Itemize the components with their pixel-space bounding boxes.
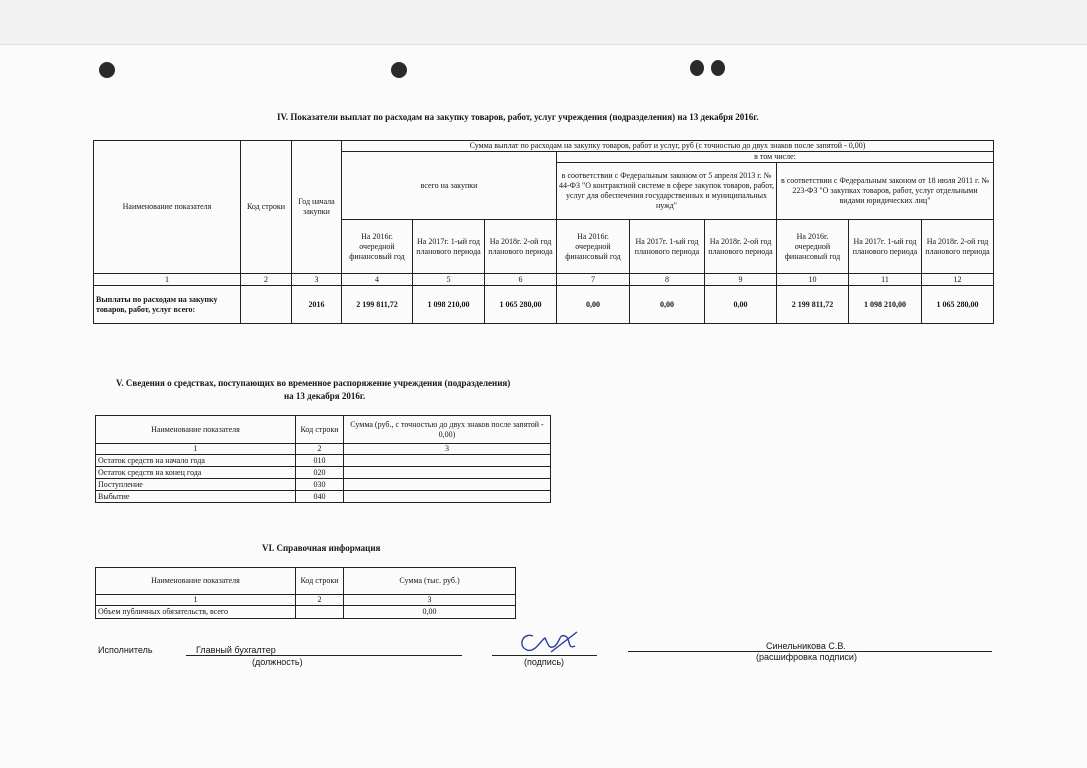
row-code: 020 [296, 467, 344, 479]
section4-title: IV. Показатели выплат по расходам на закупку товаров, работ, услуг учреждения (подразделения) на 13 декабря 2016г. [277, 112, 759, 122]
column-number: 2 [296, 444, 344, 455]
table-row [96, 455, 551, 467]
row-name: Выбытие [96, 491, 296, 503]
header-name: Наименование показателя [96, 568, 296, 595]
header-period-2018: На 2018г. 2-ой год планового периода [922, 220, 994, 274]
table-row [94, 286, 994, 324]
signature-scribble [515, 628, 585, 658]
column-number: 7 [557, 274, 630, 286]
column-number: 10 [777, 274, 849, 286]
row-value: 0,00 [705, 286, 777, 324]
row-value: 0,00 [344, 606, 516, 619]
header-223fz: в соответствии с Федеральным законом от 18 июля 2011 г. № 223-ФЗ "О закупках товаров, работ, услуг отдельными видами юридических лиц" [777, 163, 994, 220]
row-name: Поступление [96, 479, 296, 491]
header-period-2018: На 2018г. 2-ой год планового периода [485, 220, 557, 274]
row-value [344, 455, 551, 467]
header-code: Код строки [296, 568, 344, 595]
section4-table [93, 140, 994, 324]
header-including: в том числе: [557, 152, 994, 163]
signature-line [492, 655, 597, 656]
row-year: 2016 [292, 286, 342, 324]
column-number: 3 [344, 444, 551, 455]
row-value: 1 098 210,00 [849, 286, 922, 324]
header-period-2017: На 2017г. 1-ый год планового периода [630, 220, 705, 274]
header-period-2016: На 2016г. очередной финансовый год [557, 220, 630, 274]
header-period-2018: На 2018г. 2-ой год планового периода [705, 220, 777, 274]
row-name: Остаток средств на начало года [96, 455, 296, 467]
header-44fz: в соответствии с Федеральным законом от 5 апреля 2013 г. № 44-ФЗ "О контрактной системе в сфере закупок товаров, работ, услуг для обеспечения государственных и муниципальных нужд" [557, 163, 777, 220]
section5-table [95, 415, 551, 503]
row-value: 0,00 [557, 286, 630, 324]
header-name: Наименование показателя [96, 416, 296, 444]
header-period-2016: На 2016г. очередной финансовый год [342, 220, 413, 274]
header-period-2017: На 2017г. 1-ый год планового периода [849, 220, 922, 274]
position-caption: (должность) [252, 657, 303, 667]
section5-title: V. Сведения о средствах, поступающих во временное распоряжение учреждения (подразделения) [116, 378, 511, 388]
table-row [96, 467, 551, 479]
table-row [96, 479, 551, 491]
column-number: 6 [485, 274, 557, 286]
header-sum: Сумма выплат по расходам на закупку товаров, работ и услуг, руб (с точностью до двух знаков после запятой - 0,00) [342, 141, 994, 152]
column-number: 2 [241, 274, 292, 286]
row-value [344, 491, 551, 503]
name-caption: (расшифровка подписи) [756, 652, 857, 662]
row-value: 1 098 210,00 [413, 286, 485, 324]
column-number: 1 [94, 274, 241, 286]
name-value: Синельникова С.В. [766, 641, 846, 651]
row-value: 0,00 [630, 286, 705, 324]
row-code: 010 [296, 455, 344, 467]
position-line [186, 655, 462, 656]
row-value [344, 467, 551, 479]
punch-hole [711, 60, 725, 76]
column-number: 9 [705, 274, 777, 286]
row-code [296, 606, 344, 619]
row-value [344, 479, 551, 491]
table-row [96, 491, 551, 503]
position-value: Главный бухгалтер [196, 645, 276, 655]
punch-hole [99, 62, 115, 78]
column-number: 5 [413, 274, 485, 286]
section5-subtitle: на 13 декабря 2016г. [284, 391, 366, 401]
header-sum: Сумма (тыс. руб.) [344, 568, 516, 595]
column-number: 1 [96, 595, 296, 606]
row-value: 2 199 811,72 [777, 286, 849, 324]
column-number: 2 [296, 595, 344, 606]
row-name: Объем публичных обязательств, всего [96, 606, 296, 619]
section6-title: VI. Справочная информация [262, 543, 381, 553]
column-number: 8 [630, 274, 705, 286]
row-name: Остаток средств на конец года [96, 467, 296, 479]
column-number: 3 [344, 595, 516, 606]
header-period-2017: На 2017г. 1-ый год планового периода [413, 220, 485, 274]
header-year: Год начала закупки [292, 141, 342, 274]
header-code: Код строки [241, 141, 292, 274]
punch-hole [391, 62, 407, 78]
header-period-2016: На 2016г. очередной финансовый год [777, 220, 849, 274]
header-name: Наименование показателя [94, 141, 241, 274]
column-number: 1 [96, 444, 296, 455]
executor-label: Исполнитель [98, 645, 153, 655]
row-code: 040 [296, 491, 344, 503]
scan-top-band [0, 0, 1087, 45]
column-number: 3 [292, 274, 342, 286]
column-number: 4 [342, 274, 413, 286]
section6-table [95, 567, 516, 619]
header-sum: Сумма (руб., с точностью до двух знаков после запятой - 0,00) [344, 416, 551, 444]
signature-caption: (подпись) [524, 657, 565, 667]
row-code [241, 286, 292, 324]
header-code: Код строки [296, 416, 344, 444]
row-code: 030 [296, 479, 344, 491]
column-number: 11 [849, 274, 922, 286]
row-value: 2 199 811,72 [342, 286, 413, 324]
column-number: 12 [922, 274, 994, 286]
table-row [96, 606, 516, 619]
row-value: 1 065 280,00 [922, 286, 994, 324]
row-name: Выплаты по расходам на закупку товаров, работ, услуг всего: [94, 286, 241, 324]
header-total: всего на закупки [342, 152, 557, 220]
row-value: 1 065 280,00 [485, 286, 557, 324]
punch-hole [690, 60, 704, 76]
